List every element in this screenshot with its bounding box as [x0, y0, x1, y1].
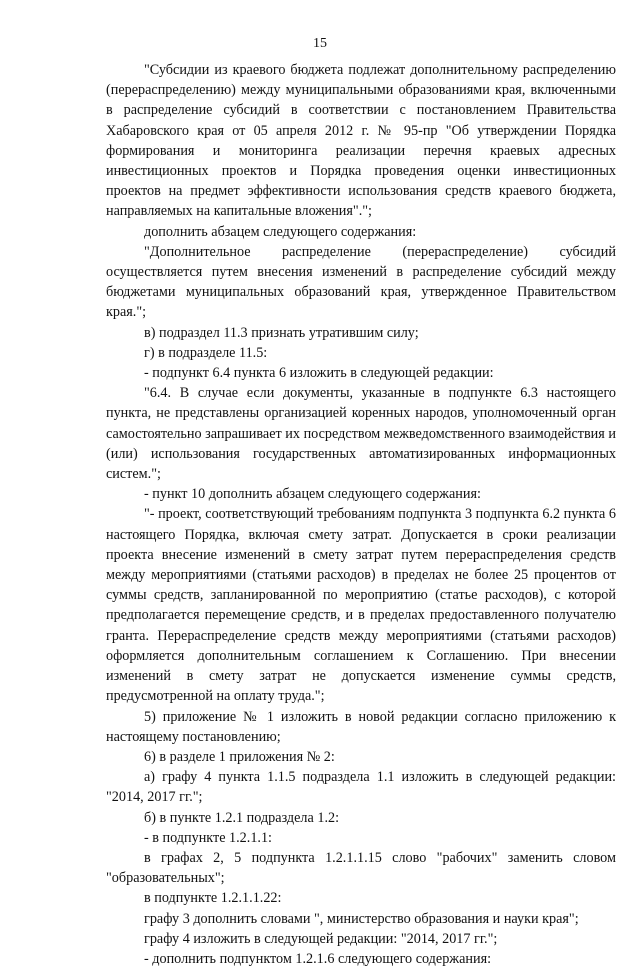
- paragraph-project-quote: "- проект, соответствующий требованиям подпункта 3 подпункта 6.2 пункта 6 настоящего Порядка, включая смету затрат. Допускается в сроки реализации проекта внесение изменений в смету затрат путем перераспределения средств между мероприятиями (статьями расходов) в пределах не более 25 процентов от суммы средств, запланированной по мероприятию (статье расходов), с которой предполагается перемещение средств, и в пределах предоставленного получателю гранта. Перераспределение средств между мероприятиями (статьями расходов) оформляется дополнительным соглашением к Соглашению. При внесении изменений в смету затрат не допускается изменение суммы средств, предусмотренной на оплату труда.";: [106, 506, 616, 705]
- paragraph-item-6: 6) в разделе 1 приложения № 2:: [144, 748, 335, 765]
- document-body: [106, 60, 616, 969]
- paragraph-subpoint-6-4-intro: - подпункт 6.4 пункта 6 изложить в следующей редакции:: [144, 365, 494, 382]
- paragraph-add-clause: дополнить абзацем следующего содержания:: [144, 223, 417, 240]
- paragraph-subpoint-1-2-1-1: - в подпункте 1.2.1.1:: [144, 829, 272, 846]
- paragraph-item-5: 5) приложение № 1 изложить в новой редакции согласно приложению к настоящему постановлению;: [106, 708, 616, 745]
- paragraph-item-g: г) в подразделе 11.5:: [144, 344, 268, 361]
- paragraph-add-subpoint-1-2-1-6: - дополнить подпунктом 1.2.1.6 следующего содержания:: [144, 950, 492, 967]
- paragraph-item-a: а) графу 4 пункта 1.1.5 подраздела 1.1 изложить в следующей редакции: "2014, 2017 гг.";: [106, 769, 616, 806]
- paragraph-column-3: графу 3 дополнить словами ", министерство образования и науки края";: [144, 910, 579, 927]
- paragraph-redistribution-quote: "Дополнительное распределение (перераспределение) субсидий осуществляется путем внесения изменений в распределение субсидий между бюджетами муниципальных образований края, утвержденное Правительством края.";: [106, 243, 616, 321]
- paragraph-item-v: в) подраздел 11.3 признать утратившим силу;: [144, 324, 419, 341]
- paragraph-subpoint-1-2-1-1-22: в подпункте 1.2.1.1.22:: [144, 890, 282, 907]
- paragraph-point-10-intro: - пункт 10 дополнить абзацем следующего содержания:: [144, 486, 481, 503]
- paragraph-subsidies-quote: "Субсидии из краевого бюджета подлежат дополнительному распределению (перераспределению) между муниципальными образованиями края, включенными в распределение субсидий в соответствии с постановлением Правительства Хабаровского края от 05 апреля 2012 г. № 95-пр "Об утверждении Порядка формирования и мониторинга реализации перечня краевых адресных инвестиционных проектов и Порядка проведения оценки инвестиционных проектов на предмет эффективности использования средств краевого бюджета, направляемых на капитальные вложения".";: [106, 62, 616, 220]
- paragraph-column-4: графу 4 изложить в следующей редакции: "2014, 2017 гг.";: [144, 930, 498, 947]
- paragraph-subpoint-6-4-text: "6.4. В случае если документы, указанные в подпункте 6.3 настоящего пункта, не представлены организацией коренных народов, уполномоченный орган самостоятельно запрашивает их посредством межведомственного взаимодействия и (или) использования государственных автоматизированных информационных систем.";: [106, 385, 616, 483]
- paragraph-item-b: б) в пункте 1.2.1 подраздела 1.2:: [144, 809, 340, 826]
- page-number: 15: [313, 36, 327, 51]
- paragraph-columns-2-5: в графах 2, 5 подпункта 1.2.1.1.15 слово "рабочих" заменить словом "образовательных";: [106, 849, 616, 887]
